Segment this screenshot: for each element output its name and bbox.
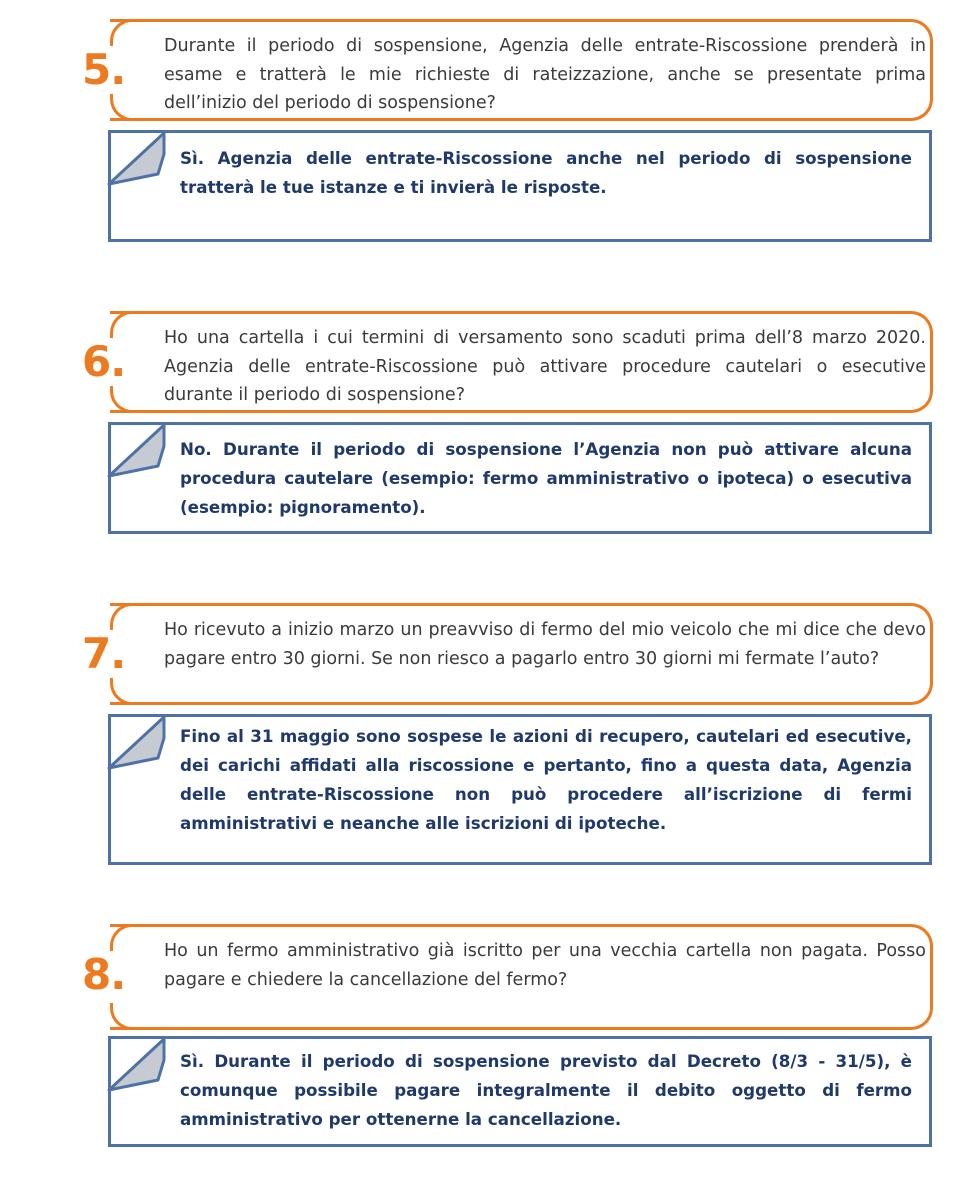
question-text: Durante il periodo di sospensione, Agenzia delle entrate-Riscossione prenderà in esame e tratterà le mie richieste di rateizzazione, anche se presentate prima dell’inizio del periodo di sospensione? — [164, 36, 926, 113]
question-number: 5. — [82, 45, 126, 94]
question-text: Ho ricevuto a inizio marzo un preavviso di fermo del mio veicolo che mi dice che devo pagare entro 30 giorni. Se non riesco a pagarlo entro 30 giorni mi fermate l’auto? — [164, 620, 926, 669]
question-number: 7. — [82, 629, 126, 678]
page-curl-icon — [106, 1034, 168, 1096]
answer-text: Sì. Agenzia delle entrate-Riscossione anche nel periodo di sospensione tratterà le tue istanze e ti invierà le risposte. — [180, 148, 912, 197]
question-number: 6. — [82, 337, 126, 386]
page-curl-icon — [106, 712, 168, 774]
page-curl-icon — [106, 420, 168, 482]
answer-text: Sì. Durante il periodo di sospensione previsto dal Decreto (8/3 - 31/5), è comunque possibile pagare integralmente il debito oggetto di fermo amministrativo per ottenerne la cancellazione. — [180, 1051, 912, 1129]
answer-text: No. Durante il periodo di sospensione l’Agenzia non può attivare alcuna procedura cautelare (esempio: fermo amministrativo o ipoteca) o esecutiva (esempio: pignoramento). — [180, 439, 912, 517]
question-text: Ho un fermo amministrativo già iscritto per una vecchia cartella non pagata. Posso pagare e chiedere la cancellazione del fermo? — [164, 941, 926, 990]
question-number: 8. — [82, 950, 126, 999]
page-curl-icon — [106, 128, 168, 190]
answer-text: Fino al 31 maggio sono sospese le azioni di recupero, cautelari ed esecutive, dei carichi affidati alla riscossione e pertanto, fino a questa data, Agenzia delle entrate-Riscossione non può procedere all’iscrizione di fermi amministrativi e neanche alle iscrizioni di ipoteche. — [180, 726, 912, 833]
question-text: Ho una cartella i cui termini di versamento sono scaduti prima dell’8 marzo 2020. Agenzia delle entrate-Riscossione può attivare procedure cautelari o esecutive durante il periodo di sospensione? — [164, 328, 926, 405]
